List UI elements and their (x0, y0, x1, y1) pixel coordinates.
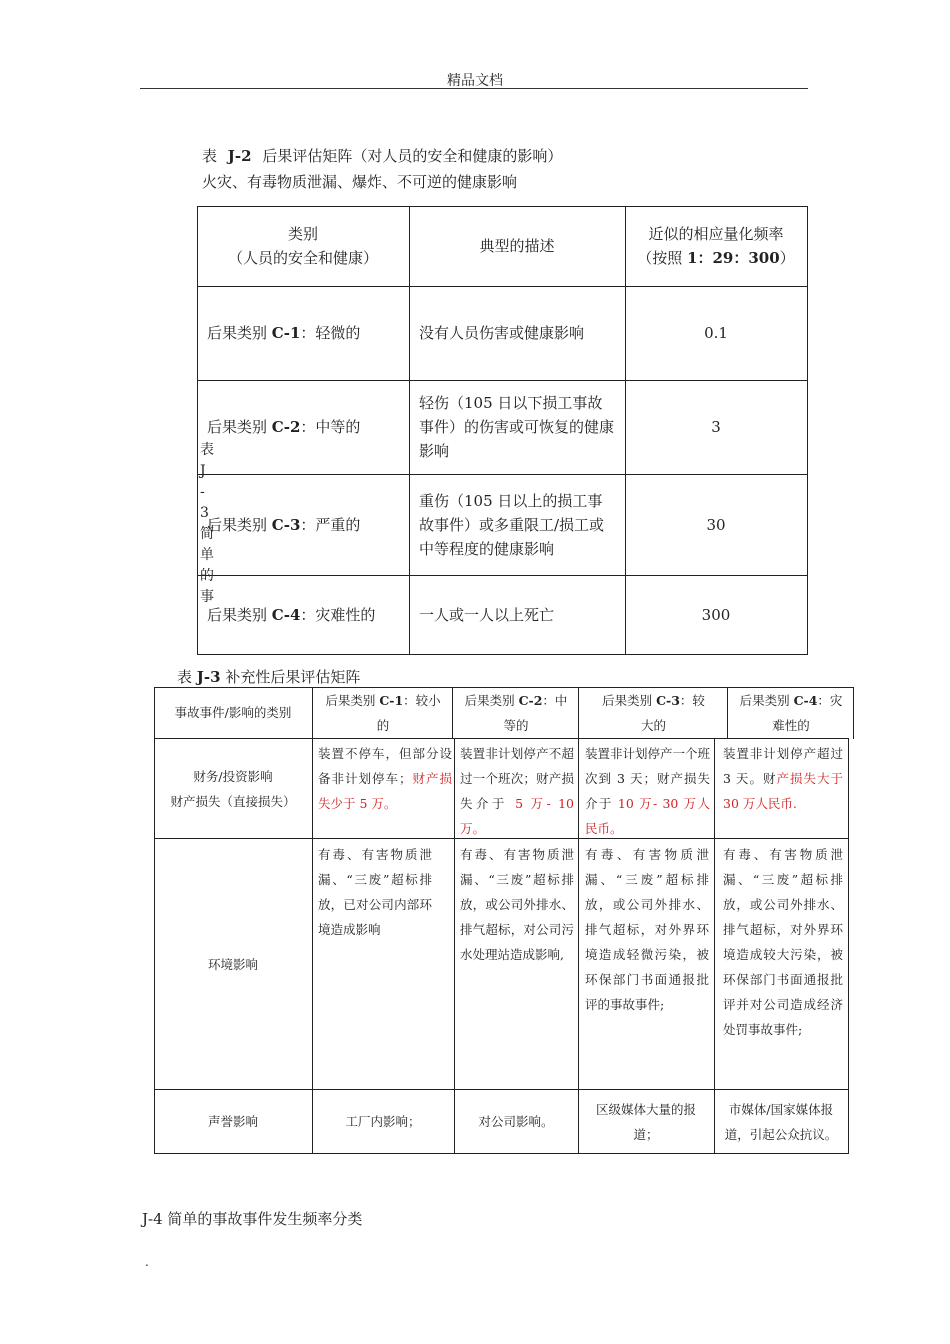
table-row-c3-frequency: 30 (706, 515, 726, 534)
finance-c4: 装置非计划停产超过 3 天。财产损失大于 30 万人民币. (723, 746, 843, 811)
table-row-c1-description: 没有人员伤害或健康影响 (419, 324, 585, 342)
environment-c2: 有毒、有害物质泄漏、“三废”超标排放，或公司外排水、排气超标，对公司污水处理站造成影响, (460, 847, 574, 962)
header-frequency: 近似的相应量化频率 （按照 1：29：300） (637, 225, 795, 267)
table-row-c4-category: 后果类别 C-4：灾难性的 (207, 605, 376, 624)
row-label-environment: 环境影响 (207, 956, 258, 972)
reputation-c1: 工厂内影响； (345, 1114, 421, 1129)
page-header-title: 精品文档 (447, 73, 503, 89)
caption-prefix: 表 (202, 147, 218, 165)
header-c3: 后果类别 C-3：较大的 (602, 692, 705, 733)
table-row-c4-frequency: 300 (701, 605, 731, 624)
table-j3-caption: 表 J-3 补充性后果评估矩阵 (177, 668, 361, 686)
header-divider (140, 88, 808, 89)
caption-id: J-2 (227, 147, 252, 165)
environment-c1: 有毒、有害物质泄漏、“三废”超标排放，已对公司内部环境造成影响 (318, 847, 432, 937)
footer-mark: . (145, 1255, 149, 1269)
section-j4-title: J-4 简单的事故事件发生频率分类 (142, 1210, 363, 1228)
environment-c4: 有毒、有害物质泄漏、“三废”超标排放，或公司外排水、排气超标，对外界环境造成较大污染，被环保部门书面通报批评并对公司造成经济处罚事故事件; (723, 847, 843, 1037)
table-row-c1-category: 后果类别 C-1：轻微的 (207, 324, 361, 342)
header-c1: 后果类别 C-1：较小的 (325, 692, 441, 733)
table-j2-caption (202, 145, 562, 166)
finance-c3: 装置非计划停产一个班次到 3 天；财产损失介于 10 万- 30 万人民币。 (585, 746, 711, 836)
header-category: 类别 （人员的安全和健康） (227, 225, 378, 267)
table-row-c3-category: 后果类别 C-3：严重的 (207, 515, 361, 534)
finance-c1: 装置不停车，但部分设备非计划停车；财产损失少于 5 万。 (318, 746, 452, 811)
header-c2: 后果类别 C-2：中等的 (464, 692, 568, 733)
table-row-c4-description: 一人或一人以上死亡 (419, 605, 555, 624)
header-event-type: 事故事件/影响的类别 (174, 705, 292, 720)
caption-text: 后果评估矩阵（对人员的安全和健康的影响） (262, 147, 563, 165)
finance-c2: 装置非计划停产不超过一个班次；财产损失介于 5 万- 10 万。 (460, 746, 574, 836)
row-label-reputation: 声誉影响 (207, 1114, 258, 1129)
header-description: 典型的描述 (479, 237, 555, 255)
row-label-finance: 财务/投资影响 财产损失（直接损失） (170, 768, 296, 809)
table-row-c1-frequency: 0.1 (704, 324, 728, 342)
vertical-overlay-text: 表 J - 3 简 单 的 事 (200, 442, 214, 605)
header-c4: 后果类别 C-4：灾难性的 (739, 692, 843, 733)
table-row-c2-description: 轻伤（105 日以下损工事故事件）的伤害或可恢复的健康影响 (419, 394, 615, 460)
environment-c3: 有毒、有害物质泄漏、“三废”超标排放，或公司外排水、排气超标，对外界环境造成轻微污染，被环保部门书面通报批评的事故事件; (585, 847, 709, 1012)
table-row-c3-description: 重伤（105 日以上的损工事故事件）或多重限工/损工或中等程度的健康影响 (419, 491, 605, 558)
reputation-c3: 区级媒体大量的报道； (595, 1101, 696, 1142)
reputation-c2: 对公司影响。 (478, 1114, 554, 1129)
table-row-c2-category: 后果类别 C-2：中等的 (207, 418, 361, 436)
reputation-c4: 市媒体/国家媒体报道，引起公众抗议。 (724, 1101, 838, 1142)
table-j2-subtitle: 火灾、有毒物质泄漏、爆炸、不可逆的健康影响 (202, 173, 518, 191)
table-j3 (154, 687, 854, 1154)
table-row-c2-frequency: 3 (711, 418, 721, 436)
table-j2 (197, 206, 808, 655)
